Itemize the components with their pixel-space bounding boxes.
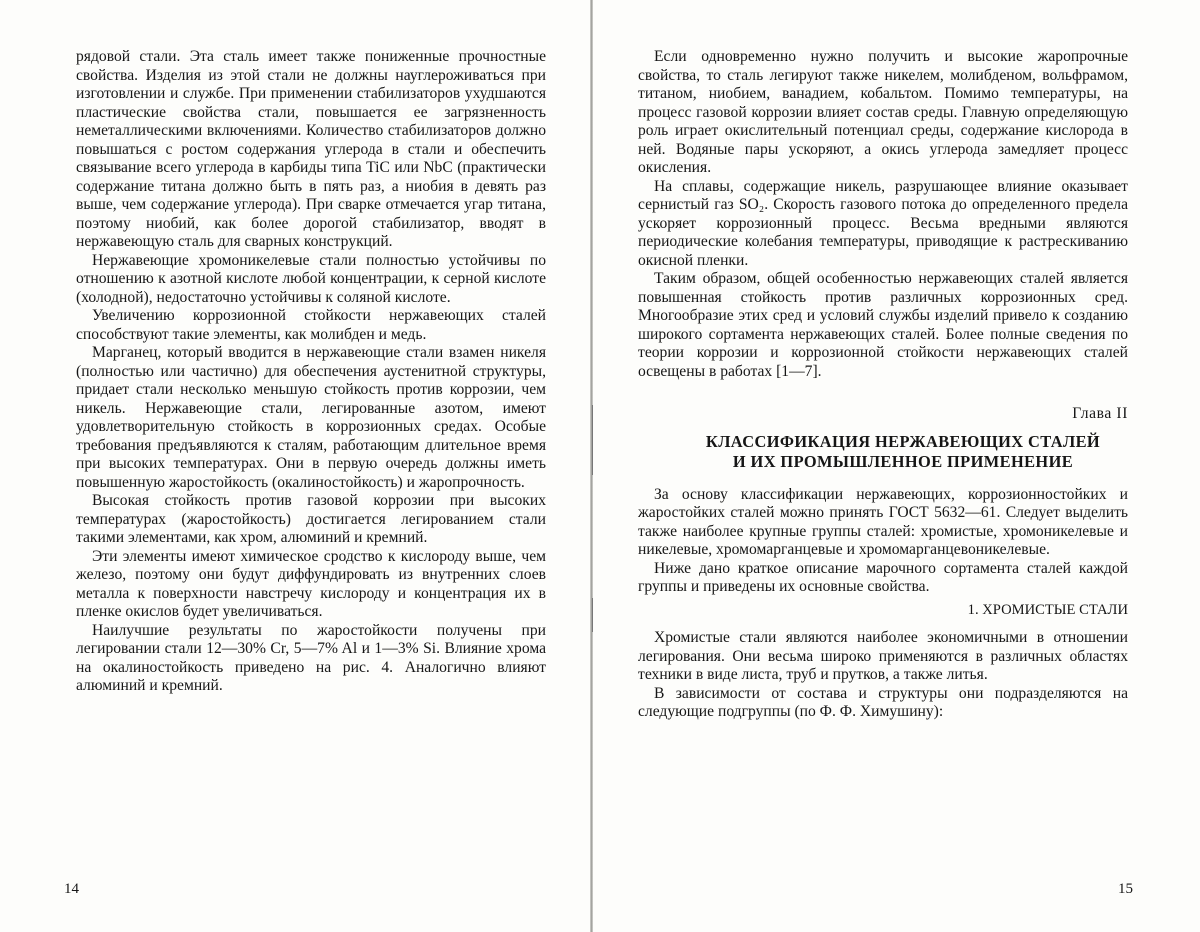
right-page <box>600 0 1200 932</box>
paragraph: Таким образом, общей особенностью нержавеющих сталей является повышенная стойкость против различных коррозионных сред. Многообразие этих сред и условий службы изделий привело к созданию широкого сортамента нержавеющих сталей. Более полные сведения по теории коррозии и коррозионной стойкости нержавеющих сталей освещены в работах [1—7]. <box>638 270 1128 380</box>
paragraph: рядовой стали. Эта сталь имеет также пониженные прочностные свойства. Изделия из этой стали не должны науглероживаться при изготовлении и службе. При применении стабилизаторов ухудшаются пластические свойства стали, повышается ее загрязненность неметаллическими включениями. Количество стабилизаторов должно повышаться с ростом содержания углерода в стали и обеспечить связывание всего углерода в карбиды типа TiC или NbC (практически содержание титана должно быть в пять раз, а ниобия в девять раз выше, чем содержание углерода). При сварке отмечается угар титана, поэтому ниобий, как более дорогой стабилизатор, вводят в нержавеющую сталь для сварных конструкций. <box>76 48 546 250</box>
left-text-column <box>76 48 546 696</box>
paragraph: На сплавы, содержащие никель, разрушающее влияние оказывает сернистый газ SO₂. Скорость газового потока до определенного предела ускоряет коррозионный процесс. Весьма вредными являются периодические колебания температуры, приводящие к растрескиванию окисной пленки. <box>638 177 1128 269</box>
paragraph: Хромистые стали являются наиболее экономичными в отношении легирования. Они весьма широко применяются в различных областях техники в виде листа, труб и прутков, а также литья. <box>638 629 1128 683</box>
paragraph: Эти элементы имеют химическое сродство к кислороду выше, чем железо, поэтому они будут диффундировать из внутренних слоев металла к поверхности навстречу кислороду и концентрация их в пленке окислов будет увеличиваться. <box>76 547 546 620</box>
paragraph: Марганец, который вводится в нержавеющие стали взамен никеля (полностью или частично) для обеспечения аустенитной структуры, придает стали несколько меньшую стойкость против коррозии, чем никель. Нержавеющие стали, легированные азотом, имеют удовлетворительную стойкость в коррозионных средах. Особые требования предъявляются к сталям, работающим длительное время при высоких температурах. Они в первую очередь должны иметь повышенную жаростойкость (окалиностойкость) и жаропрочность. <box>76 344 546 491</box>
gutter-mark <box>592 598 593 632</box>
page-number: 14 <box>64 881 79 897</box>
paragraph: Высокая стойкость против газовой коррозии при высоких температурах (жаростойкость) достигается легированием стали такими элементами, как хром, алюминий и кремний. <box>76 492 546 546</box>
paragraph: В зависимости от состава и структуры они подразделяются на следующие подгруппы (по Ф. Ф. Химушину): <box>638 684 1128 720</box>
gutter-mark <box>592 405 593 475</box>
paragraph: Если одновременно нужно получить и высокие жаропрочные свойства, то сталь легируют также никелем, молибденом, вольфрамом, титаном, ниобием, ванадием, кобальтом. Помимо температуры, на процесс газовой коррозии влияет состав среды. Главную определяющую роль играет окислительный потенциал среды, содержание кислорода в ней. Водяные пары ускоряют, а окись углерода замедляет процесс окисления. <box>638 48 1128 176</box>
paragraph: За основу классификации нержавеющих, коррозионностойких и жаростойких сталей можно принять ГОСТ 5632—61. Следует выделить также наиболее крупные группы сталей: хромистые, хромоникелевые и никелевые, хромомарганцевые и хромомарганцевоникелевые. <box>638 485 1128 558</box>
chapter-title-line-1: КЛАССИФИКАЦИЯ НЕРЖАВЕЮЩИХ СТАЛЕЙ <box>705 431 1101 451</box>
section-title: 1. ХРОМИСТЫЕ СТАЛИ <box>967 601 1128 618</box>
right-text-column <box>638 48 1128 722</box>
left-page <box>0 0 590 932</box>
chapter-label: Глава II <box>1072 405 1128 422</box>
chapter-title-line-2: И ИХ ПРОМЫШЛЕННОЕ ПРИМЕНЕНИЕ <box>732 451 1074 471</box>
paragraph: Нержавеющие хромоникелевые стали полностью устойчивы по отношению к азотной кислоте любой концентрации, к серной кислоте (холодной), недостаточно устойчивы к соляной кислоте. <box>76 251 546 306</box>
paragraph: Увеличению коррозионной стойкости нержавеющих сталей способствуют такие элементы, как молибден и медь. <box>76 307 546 343</box>
paragraph: Ниже дано краткое описание марочного сортамента сталей каждой группы и приведены их основные свойства. <box>638 559 1128 595</box>
paragraph: Наилучшие результаты по жаростойкости получены при легировании стали 12—30% Cr, 5—7% Al и 1—3% Si. Влияние хрома на окалиностойкость приведено на рис. 4. Аналогично влияют алюминий и кремний. <box>76 621 546 694</box>
page-number: 15 <box>1118 881 1133 897</box>
